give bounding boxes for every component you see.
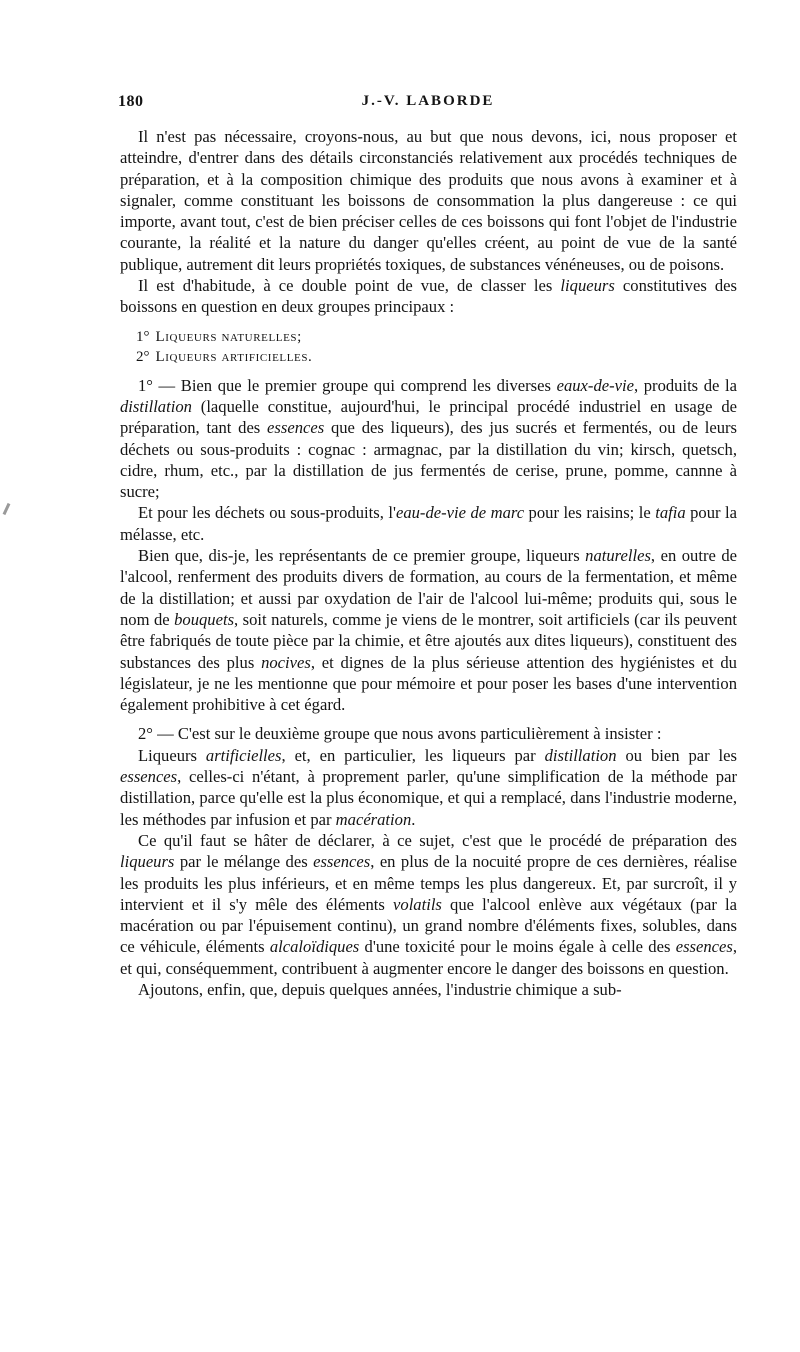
list-item: 2° Liqueurs artificielles. [136,348,313,365]
paragraph-6: 2° — C'est sur le deuxième groupe que nous avons particulièrement à insister : [138,724,662,744]
paragraph-5: Bien que, dis-je, les représentants de ce premier groupe, liqueurs naturelles, en outre de l'alcool, renferment des produits divers de formation, au cours de la fermentation, et même de la distillation; et aussi par oxydation de l'air de l'alcool lui-même; produits qui, sous le nom de bouquets, soit naturels, comme je viens de le montrer, soit artificiels (car ils peuvent être fabriqués de toute pièce par la chimie, et être ajoutés aux dites liqueurs), constituent des substances des plus nocives, et dignes de la plus sérieuse attention des hygiénistes et du législateur, je ne les mentionne que pour mémoire et pour poser les bases d'une intervention également prohibitive à cet égard. [120,546,738,715]
paragraph-4: Et pour les déchets ou sous-produits, l'eau-de-vie de marc pour les raisins; le tafia pour la mélasse, etc. [120,503,737,544]
running-head [118,93,738,115]
running-title: J.-V. LABORDE [361,93,495,109]
margin-mark [3,503,11,515]
list-item: 1° Liqueurs naturelles; [136,328,302,345]
page-number: 180 [118,93,144,110]
paragraph-7: Liqueurs artificielles, et, en particulier, les liqueurs par distillation ou bien par les essences, celles-ci n'étant, à proprement parler, qu'une simplification de la méthode par distillation, parce qu'elle est la plus économique, et qui a remplacé, dans l'industrie moderne, les méthodes par infusion et par macération. [120,745,737,829]
paragraph-8: Ce qu'il faut se hâter de déclarer, à ce sujet, c'est que le procédé de préparation des liqueurs par le mélange des essences, en plus de la nocuité propre de ces dernières, réalise les produits les plus inférieurs, et en même temps les plus dangereux. Et, par surcroît, il y intervient et il s'y mêle des éléments volatils que l'alcool enlève aux végétaux (par la macération ou par l'épuisement continu), un grand nombre d'éléments fixes, solubles, dans ce véhicule, éléments alcaloïdiques d'une toxicité pour le moins égale à celle des essences, et qui, conséquemment, contribuent à augmenter encore le danger des boissons en question. [120,830,737,978]
paragraph-2: Il est d'habitude, à ce double point de vue, de classer les liqueurs constitutives des boissons en question en deux groupes principaux : [120,276,737,317]
paragraph-1: Il n'est pas nécessaire, croyons-nous, au but que nous devons, ici, nous proposer et atteindre, d'entrer dans des détails circonstanciés relativement aux procédés techniques de préparation, et à la composition chimique des produits que nous avons à examiner et à signaler, comme constituant les boissons de consommation la plus dangereuse : ce qui importe, avant tout, c'est de bien préciser celles de ces boissons qui font l'objet de l'industrie courante, la réalité et la nature du danger qu'elles créent, au point de vue de la santé publique, autrement dit leurs propriétés toxiques, de substances vénéneuses, ou de poisons. [120,127,737,274]
body-text [120,126,737,1000]
paragraph-3: 1° — Bien que le premier groupe qui comprend les diverses eaux-de-vie, produits de la distillation (laquelle constitue, aujourd'hui, le principal procédé industriel en usage de préparation, tant des essences que des liqueurs), des jus sucrés et fermentés, ou de leurs déchets ou sous-produits : cognac : armagnac, par la distillation du vin; kirsch, quetsch, cidre, rhum, etc., par la distillation de jus fermentés de cerise, prune, pomme, cannne à sucre; [120,375,737,502]
paragraph-9: Ajoutons, enfin, que, depuis quelques années, l'industrie chimique a sub- [138,979,622,999]
group-list [120,327,737,367]
